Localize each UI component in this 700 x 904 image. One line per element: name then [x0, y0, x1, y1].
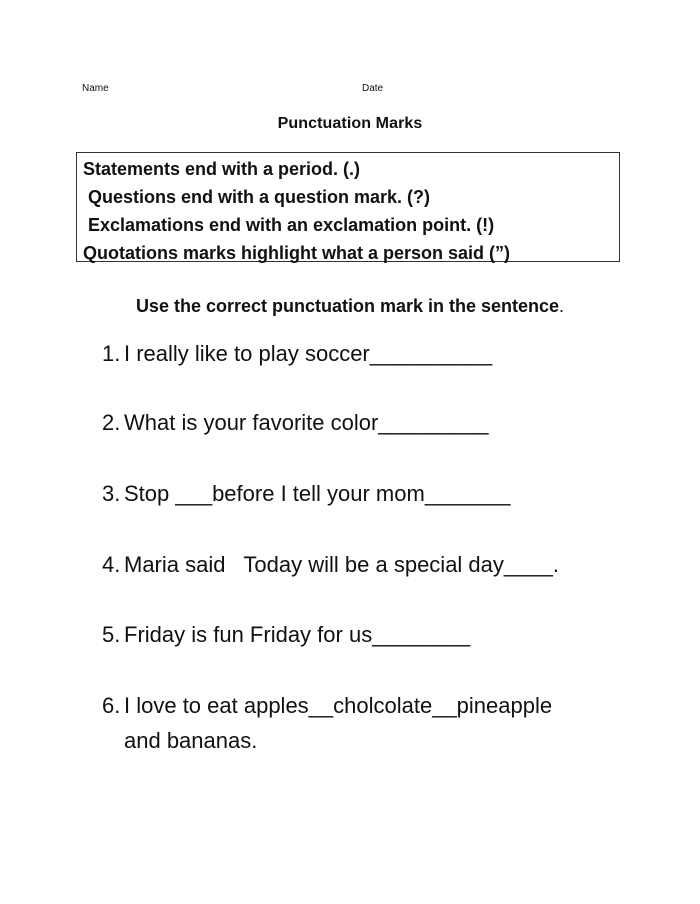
- question-number: 6.: [102, 693, 121, 718]
- instructions-period: .: [559, 296, 565, 316]
- question-number: 4.: [102, 552, 121, 577]
- header-row: [82, 83, 602, 97]
- question-item: [102, 549, 559, 581]
- question-item: [102, 619, 470, 651]
- rules-box: [76, 152, 620, 262]
- rule-exclamations: Exclamations end with an exclamation point. (!): [88, 215, 495, 235]
- question-text: What is your favorite color_________: [124, 410, 489, 435]
- question-text: I really like to play soccer__________: [124, 341, 493, 366]
- question-text: Maria said Today will be a special day____.: [124, 552, 559, 577]
- date-label: Date: [362, 83, 384, 94]
- question-number: 3.: [102, 481, 121, 506]
- name-label: Name: [82, 83, 109, 94]
- page-title: Punctuation Marks: [277, 115, 423, 132]
- question-text: Friday is fun Friday for us________: [124, 622, 471, 647]
- question-text: I love to eat apples__cholcolate__pineapple: [124, 693, 553, 718]
- question-number: 1.: [102, 341, 121, 366]
- question-item: [102, 690, 552, 757]
- question-number: 5.: [102, 622, 121, 647]
- question-item: [102, 338, 492, 370]
- question-text-continuation: and bananas.: [124, 728, 258, 753]
- instructions-text: Use the correct punctuation mark in the sentence: [135, 296, 560, 316]
- question-item: [102, 478, 510, 510]
- rule-questions: Questions end with a question mark. (?): [88, 187, 431, 207]
- rule-quotations: Quotations marks highlight what a person said (”): [83, 243, 511, 263]
- question-item: [102, 407, 488, 439]
- instructions: [0, 296, 700, 317]
- question-text: Stop ___before I tell your mom_______: [124, 481, 511, 506]
- question-number: 2.: [102, 410, 121, 435]
- rule-statements: Statements end with a period. (.): [83, 159, 361, 179]
